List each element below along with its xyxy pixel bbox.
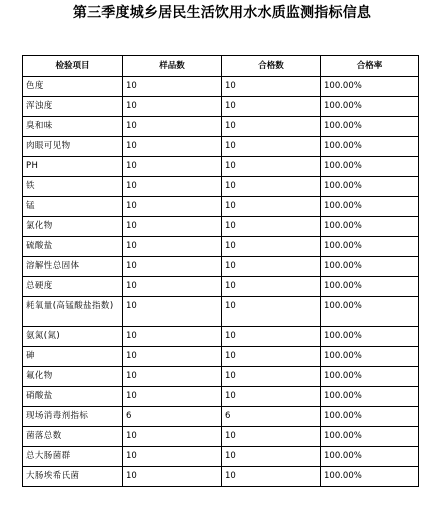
table-row <box>23 157 419 177</box>
cell-item: 铁 <box>23 177 123 197</box>
cell-item: 硝酸盐 <box>23 387 123 407</box>
cell-samples: 10 <box>123 77 222 97</box>
cell-item: 总硬度 <box>23 277 123 297</box>
table-row <box>23 447 419 467</box>
cell-rate: 100.00% <box>321 327 419 347</box>
table-row <box>23 257 419 277</box>
cell-item: 色度 <box>23 77 123 97</box>
cell-samples: 10 <box>123 177 222 197</box>
table-row <box>23 367 419 387</box>
cell-item: 臭和味 <box>23 117 123 137</box>
header-samples: 样品数 <box>123 56 222 77</box>
cell-passed: 10 <box>222 197 321 217</box>
cell-passed: 10 <box>222 367 321 387</box>
table-row <box>23 177 419 197</box>
header-item: 检验项目 <box>23 56 123 77</box>
cell-rate: 100.00% <box>321 197 419 217</box>
table-row <box>23 77 419 97</box>
table-row <box>23 117 419 137</box>
cell-samples: 10 <box>123 327 222 347</box>
cell-passed: 10 <box>222 387 321 407</box>
cell-rate: 100.00% <box>321 467 419 487</box>
cell-item: 氟化物 <box>23 367 123 387</box>
table-row <box>23 297 419 327</box>
cell-rate: 100.00% <box>321 257 419 277</box>
cell-samples: 10 <box>123 447 222 467</box>
cell-rate: 100.00% <box>321 77 419 97</box>
cell-item: 菌落总数 <box>23 427 123 447</box>
cell-item: 浑浊度 <box>23 97 123 117</box>
cell-passed: 10 <box>222 427 321 447</box>
cell-samples: 10 <box>123 237 222 257</box>
cell-samples: 10 <box>123 387 222 407</box>
cell-passed: 10 <box>222 77 321 97</box>
cell-samples: 10 <box>123 367 222 387</box>
table-row <box>23 407 419 427</box>
cell-item: 锰 <box>23 197 123 217</box>
table-row <box>23 387 419 407</box>
cell-rate: 100.00% <box>321 157 419 177</box>
page-title: 第三季度城乡居民生活饮用水水质监测指标信息 <box>72 5 372 21</box>
cell-item: 总大肠菌群 <box>23 447 123 467</box>
cell-item: 氨氮(氮) <box>23 327 123 347</box>
cell-rate: 100.00% <box>321 277 419 297</box>
cell-item: 砷 <box>23 347 123 367</box>
cell-rate: 100.00% <box>321 117 419 137</box>
cell-samples: 10 <box>123 277 222 297</box>
table-body <box>23 77 419 487</box>
cell-rate: 100.00% <box>321 177 419 197</box>
cell-rate: 100.00% <box>321 137 419 157</box>
cell-item: 大肠埃希氏菌 <box>23 467 123 487</box>
cell-samples: 10 <box>123 97 222 117</box>
cell-rate: 100.00% <box>321 407 419 427</box>
cell-item: 现场消毒剂指标 <box>23 407 123 427</box>
table-row <box>23 97 419 117</box>
cell-samples: 10 <box>123 157 222 177</box>
cell-item: 耗氧量(高锰酸盐指数) <box>23 297 123 327</box>
cell-rate: 100.00% <box>321 217 419 237</box>
cell-samples: 10 <box>123 347 222 367</box>
cell-rate: 100.00% <box>321 97 419 117</box>
cell-samples: 10 <box>123 117 222 137</box>
table-row <box>23 197 419 217</box>
table-row <box>23 427 419 447</box>
cell-rate: 100.00% <box>321 447 419 467</box>
cell-passed: 10 <box>222 257 321 277</box>
cell-passed: 10 <box>222 347 321 367</box>
cell-item: 氯化物 <box>23 217 123 237</box>
cell-rate: 100.00% <box>321 237 419 257</box>
cell-item: PH <box>23 157 123 177</box>
cell-samples: 10 <box>123 427 222 447</box>
header-passed: 合格数 <box>222 56 321 77</box>
table-header <box>23 56 419 77</box>
cell-samples: 6 <box>123 407 222 427</box>
table-row <box>23 277 419 297</box>
cell-samples: 10 <box>123 217 222 237</box>
cell-rate: 100.00% <box>321 347 419 367</box>
cell-passed: 10 <box>222 277 321 297</box>
cell-passed: 6 <box>222 407 321 427</box>
cell-passed: 10 <box>222 137 321 157</box>
cell-rate: 100.00% <box>321 297 419 327</box>
cell-passed: 10 <box>222 157 321 177</box>
header-row <box>23 56 419 77</box>
cell-passed: 10 <box>222 97 321 117</box>
header-rate: 合格率 <box>321 56 419 77</box>
cell-passed: 10 <box>222 447 321 467</box>
cell-rate: 100.00% <box>321 387 419 407</box>
table-row <box>23 347 419 367</box>
cell-passed: 10 <box>222 237 321 257</box>
cell-rate: 100.00% <box>321 427 419 447</box>
cell-samples: 10 <box>123 467 222 487</box>
cell-samples: 10 <box>123 257 222 277</box>
cell-item: 溶解性总固体 <box>23 257 123 277</box>
cell-passed: 10 <box>222 327 321 347</box>
cell-passed: 10 <box>222 217 321 237</box>
cell-passed: 10 <box>222 297 321 327</box>
cell-passed: 10 <box>222 467 321 487</box>
table-row <box>23 137 419 157</box>
cell-passed: 10 <box>222 117 321 137</box>
cell-item: 肉眼可见物 <box>23 137 123 157</box>
table-row <box>23 217 419 237</box>
table-row <box>23 327 419 347</box>
cell-samples: 10 <box>123 297 222 327</box>
water-quality-table <box>22 55 419 487</box>
cell-rate: 100.00% <box>321 367 419 387</box>
cell-samples: 10 <box>123 137 222 157</box>
table-row <box>23 237 419 257</box>
table-row <box>23 467 419 487</box>
cell-passed: 10 <box>222 177 321 197</box>
cell-item: 硫酸盐 <box>23 237 123 257</box>
cell-samples: 10 <box>123 197 222 217</box>
